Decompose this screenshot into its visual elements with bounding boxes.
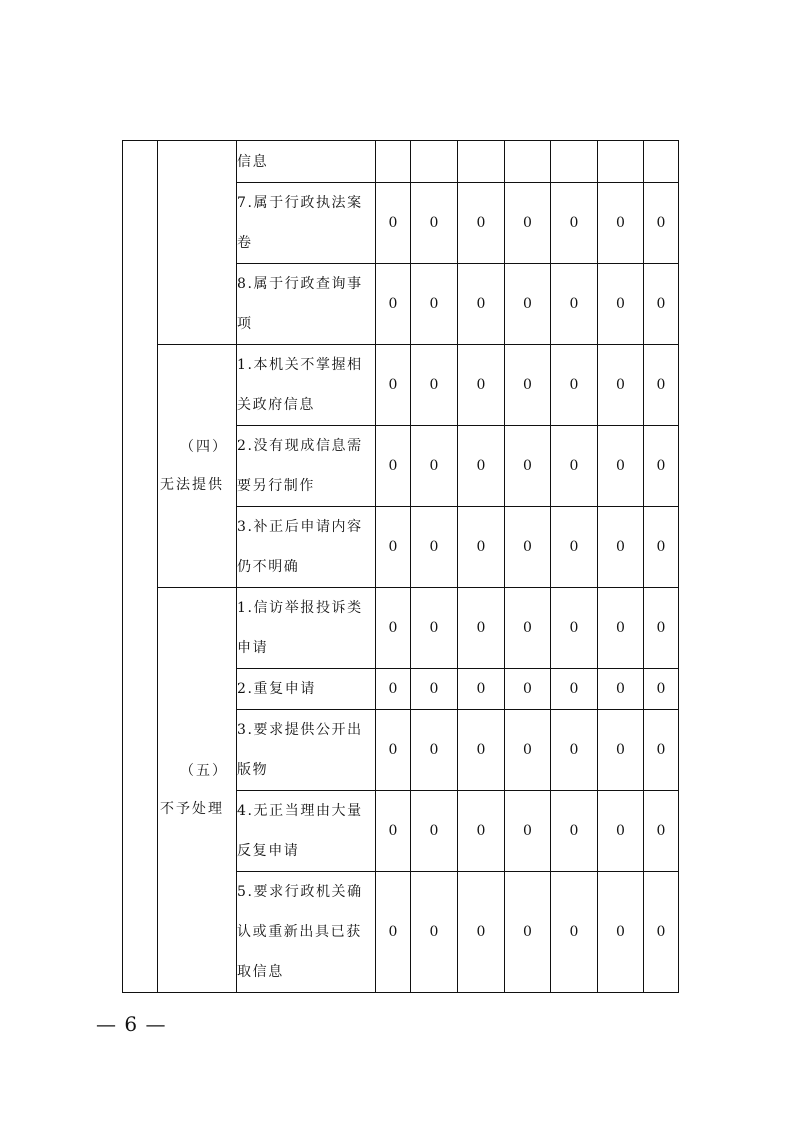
value-cell: 0 (551, 264, 598, 345)
category-cell-continued (158, 141, 237, 345)
table-row (123, 141, 679, 183)
value-cell: 0 (644, 183, 679, 264)
value-cell: 0 (551, 345, 598, 426)
value-cell: 0 (376, 669, 411, 710)
value-cell: 0 (505, 183, 551, 264)
value-cell: 0 (411, 669, 458, 710)
value-cell: 0 (598, 345, 644, 426)
item-label: 1.本机关不掌握相关政府信息 (237, 345, 376, 426)
item-label: 2.重复申请 (237, 669, 376, 710)
value-cell: 0 (644, 710, 679, 791)
value-cell: 0 (505, 872, 551, 993)
value-cell: 0 (376, 588, 411, 669)
value-cell: 0 (458, 264, 505, 345)
value-cell: 0 (411, 345, 458, 426)
value-cell: 0 (411, 507, 458, 588)
value-cell: 0 (411, 264, 458, 345)
item-label: 8.属于行政查询事项 (237, 264, 376, 345)
value-cell: 0 (411, 183, 458, 264)
category-number: （五） (180, 763, 228, 779)
value-cell: 0 (376, 872, 411, 993)
value-cell: 0 (376, 264, 411, 345)
category-number: （四） (180, 439, 228, 455)
value-cell (644, 141, 679, 183)
value-cell (458, 141, 505, 183)
value-cell: 0 (551, 791, 598, 872)
value-cell: 0 (598, 872, 644, 993)
value-cell: 0 (644, 507, 679, 588)
value-cell: 0 (598, 588, 644, 669)
value-cell: 0 (505, 669, 551, 710)
value-cell (598, 141, 644, 183)
statistics-table (122, 140, 679, 993)
value-cell: 0 (376, 507, 411, 588)
value-cell: 0 (505, 345, 551, 426)
value-cell: 0 (598, 264, 644, 345)
value-cell: 0 (376, 345, 411, 426)
item-label: 3.补正后申请内容仍不明确 (237, 507, 376, 588)
value-cell: 0 (551, 507, 598, 588)
value-cell: 0 (505, 588, 551, 669)
value-cell: 0 (644, 872, 679, 993)
value-cell: 0 (598, 710, 644, 791)
value-cell: 0 (376, 710, 411, 791)
item-label: 信息 (237, 141, 376, 183)
value-cell: 0 (644, 669, 679, 710)
value-cell: 0 (598, 791, 644, 872)
value-cell: 0 (411, 710, 458, 791)
value-cell: 0 (411, 426, 458, 507)
value-cell: 0 (458, 183, 505, 264)
value-cell: 0 (411, 791, 458, 872)
page-number: — 6 — (96, 1012, 167, 1036)
item-label: 7.属于行政执法案卷 (237, 183, 376, 264)
value-cell: 0 (376, 426, 411, 507)
value-cell: 0 (505, 710, 551, 791)
value-cell: 0 (551, 426, 598, 507)
outer-category-cell (123, 141, 158, 993)
value-cell: 0 (458, 791, 505, 872)
value-cell: 0 (598, 669, 644, 710)
value-cell: 0 (644, 345, 679, 426)
item-label: 3.要求提供公开出版物 (237, 710, 376, 791)
category-cell-not-processed (158, 588, 237, 993)
value-cell (505, 141, 551, 183)
value-cell: 0 (458, 710, 505, 791)
value-cell: 0 (505, 426, 551, 507)
value-cell: 0 (458, 345, 505, 426)
value-cell (376, 141, 411, 183)
value-cell: 0 (644, 264, 679, 345)
value-cell: 0 (598, 183, 644, 264)
value-cell: 0 (458, 872, 505, 993)
value-cell: 0 (458, 507, 505, 588)
item-label: 5.要求行政机关确认或重新出具已获取信息 (237, 872, 376, 993)
value-cell: 0 (458, 588, 505, 669)
value-cell: 0 (458, 426, 505, 507)
item-label: 1.信访举报投诉类申请 (237, 588, 376, 669)
value-cell: 0 (598, 507, 644, 588)
value-cell: 0 (411, 872, 458, 993)
value-cell: 0 (551, 710, 598, 791)
item-label: 4.无正当理由大量反复申请 (237, 791, 376, 872)
table-body (123, 141, 679, 993)
table-row (123, 588, 679, 669)
value-cell (411, 141, 458, 183)
category-title: 不予处理 (160, 801, 224, 817)
table-row (123, 345, 679, 426)
value-cell: 0 (644, 426, 679, 507)
value-cell: 0 (376, 791, 411, 872)
value-cell: 0 (551, 183, 598, 264)
value-cell: 0 (376, 183, 411, 264)
value-cell: 0 (598, 426, 644, 507)
category-title: 无法提供 (160, 477, 224, 493)
value-cell: 0 (644, 791, 679, 872)
item-label: 2.没有现成信息需要另行制作 (237, 426, 376, 507)
value-cell: 0 (551, 588, 598, 669)
value-cell: 0 (644, 588, 679, 669)
value-cell (551, 141, 598, 183)
value-cell: 0 (505, 507, 551, 588)
category-cell-unable-to-provide (158, 345, 237, 588)
value-cell: 0 (505, 264, 551, 345)
value-cell: 0 (458, 669, 505, 710)
value-cell: 0 (551, 669, 598, 710)
value-cell: 0 (411, 588, 458, 669)
value-cell: 0 (505, 791, 551, 872)
value-cell: 0 (551, 872, 598, 993)
